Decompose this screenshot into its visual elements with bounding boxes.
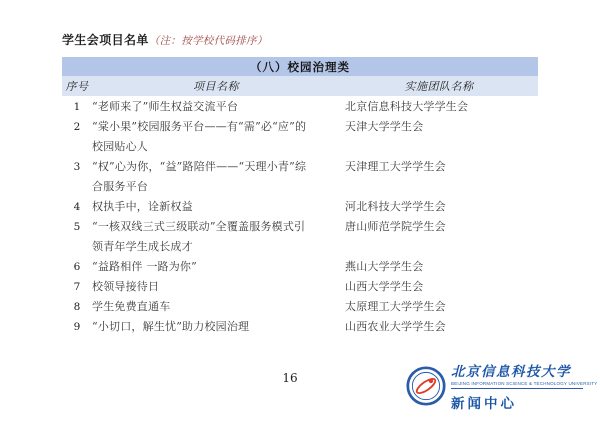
- row-index: 1: [62, 96, 92, 117]
- table-row: [62, 257, 538, 277]
- table-category-header: （八）校园治理类: [62, 57, 538, 76]
- table-row: [62, 277, 538, 297]
- row-team-name: 燕山大学学生会: [340, 257, 538, 277]
- row-project-name: “棠小果”校园服务平台——有“需”必“应”的校园贴心人: [92, 117, 340, 157]
- logo-divider: [451, 388, 583, 389]
- row-project-name: “小切口，解生忧”助力校园治理: [92, 317, 340, 337]
- row-index: 9: [62, 317, 92, 337]
- page-number: 16: [282, 371, 298, 385]
- table-category-row: [62, 57, 538, 76]
- row-team-name: 天津大学学生会: [340, 117, 538, 157]
- table-row: [62, 157, 538, 197]
- department-name: 新闻中心: [451, 396, 517, 411]
- university-emblem-icon: [406, 366, 446, 410]
- university-name-en: BEIJING INFORMATION SCIENCE & TECHNOLOGY UNIVERSITY: [451, 381, 598, 386]
- row-project-name: “老师来了”师生权益交流平台: [92, 96, 340, 117]
- table-row: [62, 197, 538, 217]
- table-row: [62, 297, 538, 317]
- row-index: 4: [62, 197, 92, 217]
- row-project-name: “权”心为你，“益”路陪伴——“天理小青”综合服务平台: [92, 157, 340, 197]
- row-index: 8: [62, 297, 92, 317]
- row-team-name: 唐山师范学院学生会: [340, 217, 538, 257]
- row-index: 7: [62, 277, 92, 297]
- table-row: [62, 317, 538, 337]
- row-index: 3: [62, 157, 92, 197]
- column-header-project: 项目名称: [92, 76, 340, 96]
- document-title-row: [62, 29, 268, 48]
- table-row: [62, 117, 538, 157]
- row-index: 5: [62, 217, 92, 257]
- row-team-name: 山西农业大学学生会: [340, 317, 538, 337]
- row-index: 2: [62, 117, 92, 157]
- row-team-name: 北京信息科技大学学生会: [340, 96, 538, 117]
- row-project-name: 校领导接待日: [92, 277, 340, 297]
- row-team-name: 山西大学学生会: [340, 277, 538, 297]
- page-title: 学生会项目名单: [62, 33, 149, 47]
- row-project-name: 学生免费直通车: [92, 297, 340, 317]
- table-row: [62, 217, 538, 257]
- page-title-note: （注：按学校代码排序）: [148, 35, 268, 47]
- row-team-name: 天津理工大学学生会: [340, 157, 538, 197]
- projects-table: [62, 57, 538, 337]
- row-index: 6: [62, 257, 92, 277]
- row-project-name: 权执手中，诠新权益: [92, 197, 340, 217]
- table-column-header-row: [62, 76, 538, 96]
- row-project-name: “一核双线三式三级联动”全覆盖服务模式引领青年学生成长成才: [92, 217, 340, 257]
- table-row: [62, 96, 538, 117]
- row-project-name: “益路相伴 一路为你”: [92, 257, 340, 277]
- column-header-index: 序号: [62, 76, 92, 96]
- row-team-name: 太原理工大学学生会: [340, 297, 538, 317]
- column-header-team: 实施团队名称: [340, 76, 538, 96]
- table-body: [62, 96, 538, 337]
- university-logo: [406, 360, 598, 418]
- row-team-name: 河北科技大学学生会: [340, 197, 538, 217]
- university-name-cn: 北京信息科技大学: [451, 364, 571, 380]
